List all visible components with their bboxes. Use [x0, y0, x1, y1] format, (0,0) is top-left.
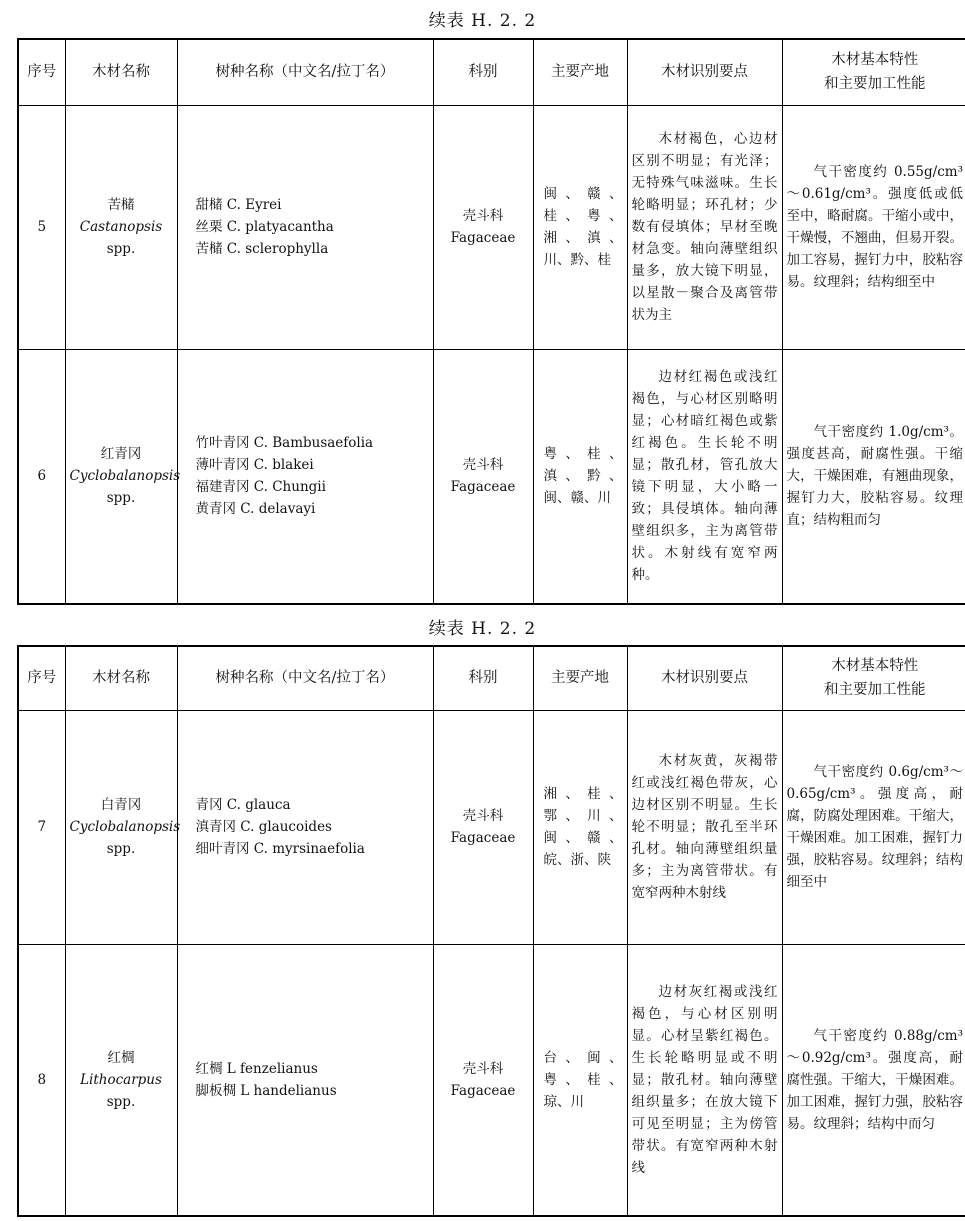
family-cell [433, 105, 533, 349]
wood-name-cn: 白青冈 [100, 797, 142, 813]
table-caption-1: 续表 H. 2. 2 [428, 11, 537, 31]
table-row [18, 944, 965, 1216]
header-species: 树种名称（中文名/拉丁名） [177, 39, 433, 105]
family-cn: 壳斗科 [462, 1060, 504, 1077]
table-row [18, 710, 965, 944]
species-cell [177, 105, 433, 349]
species-cell [177, 710, 433, 944]
wood-name-spp: spp. [106, 241, 136, 257]
header-origin: 主要产地 [533, 39, 627, 105]
wood-name-cell [65, 349, 181, 604]
species-item: 福建青冈 C. Chungii [195, 479, 326, 496]
header-features: 木材识别要点 [627, 39, 782, 105]
origin-cell: 台、闽、粤、桂、琼、川 [533, 944, 627, 1216]
header-wood-name: 木材名称 [65, 39, 177, 105]
wood-name-cn: 红椆 [107, 1049, 135, 1066]
properties-cell: 气干密度约 0.55g/cm³～0.61g/cm³。强度低或低至中，略耐腐。干缩小或中，干燥慢，不翘曲，但易开裂。加工容易，握钉力中，胶粘容易。纹理斜；结构细至中 [782, 105, 965, 349]
species-item: 脚板椆 L handelianus [195, 1082, 337, 1099]
header-family: 科别 [433, 39, 533, 105]
header-properties: 木材基本特性 和主要加工性能 [782, 39, 965, 105]
header-family: 科别 [433, 646, 533, 710]
wood-name-cell [65, 105, 177, 349]
origin-cell: 闽、赣、桂、粤、湘、滇、川、黔、桂 [533, 105, 627, 349]
properties-cell: 气干密度约 1.0g/cm³。强度甚高，耐腐性强。干缩大，干燥困难，有翘曲现象，握钉力大，胶粘容易。纹理直；结构粗而匀 [782, 349, 965, 604]
species-item: 竹叶青冈 C. Bambusaefolia [195, 435, 374, 452]
family-latin: Fagaceae [450, 230, 516, 246]
species-item: 青冈 C. glauca [195, 797, 291, 813]
origin-cell: 湘、桂、鄂、川、闽、赣、皖、浙、陕 [533, 710, 627, 944]
wood-name-latin: Cyclobalanopsis [69, 819, 181, 835]
row-number: 7 [18, 710, 65, 944]
family-latin: Fagaceae [450, 830, 516, 846]
family-cell [433, 710, 533, 944]
wood-name-latin: Castanopsis [79, 219, 163, 235]
family-cell [433, 944, 533, 1216]
species-item: 滇青冈 C. glaucoides [195, 819, 332, 835]
table-row [18, 105, 965, 349]
species-item: 细叶青冈 C. myrsinaefolia [195, 841, 365, 857]
header-properties: 木材基本特性 和主要加工性能 [782, 646, 965, 710]
species-item: 红椆 L fenzelianus [195, 1060, 318, 1077]
species-item: 黄青冈 C. delavayi [195, 501, 316, 518]
wood-name-cn: 红青冈 [100, 446, 142, 463]
wood-name-spp: spp. [106, 490, 136, 507]
family-cn: 壳斗科 [462, 457, 504, 474]
header-species: 树种名称（中文名/拉丁名） [177, 646, 433, 710]
wood-name-cell [65, 710, 181, 944]
features-cell: 边材红褐色或浅红褐色，与心材区别略明显；心材暗红褐色或紫红褐色。生长轮不明显；散孔材，管孔放大镜下明显，大小略一致；具侵填体。轴向薄壁组织多，主为离管带状。木射线有宽窄两种。 [627, 349, 782, 604]
wood-name-latin: Cyclobalanopsis [69, 468, 181, 485]
row-number: 5 [18, 105, 65, 349]
species-cell [177, 944, 433, 1216]
family-cell [433, 349, 533, 604]
species-item: 薄叶青冈 C. blakei [195, 457, 314, 474]
species-item: 甜槠 C. Eyrei [195, 197, 282, 213]
species-cell [177, 349, 433, 604]
family-latin: Fagaceae [450, 479, 516, 496]
features-cell: 边材灰红褐或浅红褐色，与心材区别明显。心材呈紫红褐色。生长轮略明显或不明显；散孔材。轴向薄壁组织量多；在放大镜下可见至明显；主为傍管带状。有宽窄两种木射线 [627, 944, 782, 1216]
row-number: 8 [18, 944, 65, 1216]
properties-cell: 气干密度约 0.88g/cm³～0.92g/cm³。强度高，耐腐性强。干缩大，干燥困难。加工困难，握钉力强，胶粘容易。纹理斜；结构中而匀 [782, 944, 965, 1216]
table-row [18, 349, 965, 604]
wood-name-spp: spp. [106, 841, 136, 857]
family-latin: Fagaceae [450, 1082, 516, 1099]
wood-name-spp: spp. [106, 1093, 136, 1110]
header-features: 木材识别要点 [627, 646, 782, 710]
wood-table-2 [17, 645, 965, 1217]
header-wood-name: 木材名称 [65, 646, 177, 710]
header-no: 序号 [18, 646, 65, 710]
species-item: 丝栗 C. platyacantha [195, 219, 334, 235]
header-row [18, 39, 965, 105]
features-cell: 木材褐色，心边材区别不明显；有光泽；无特殊气味滋味。生长轮略明显；环孔材；少数有侵填体；早材至晚材急变。轴向薄壁组织量多，放大镜下明显，以星散－聚合及离管带状为主 [627, 105, 782, 349]
family-cn: 壳斗科 [462, 208, 504, 224]
header-no: 序号 [18, 39, 65, 105]
wood-name-latin: Lithocarpus [80, 1071, 162, 1088]
table-caption-2: 续表 H. 2. 2 [428, 619, 537, 639]
header-origin: 主要产地 [533, 646, 627, 710]
species-item: 苦槠 C. sclerophylla [195, 241, 329, 257]
wood-name-cell [65, 944, 177, 1216]
row-number: 6 [18, 349, 65, 604]
origin-cell: 粤、桂、滇、黔、闽、赣、川 [533, 349, 627, 604]
header-row [18, 646, 965, 710]
wood-name-cn: 苦槠 [107, 197, 135, 213]
properties-cell: 气干密度约 0.6g/cm³～0.65g/cm³。强度高，耐腐，防腐处理困难。干缩大，干燥困难。加工困难，握钉力强，胶粘容易。纹理斜；结构细至中 [782, 710, 965, 944]
family-cn: 壳斗科 [462, 808, 504, 824]
wood-table-1 [17, 38, 965, 605]
features-cell: 木材灰黄，灰褐带红或浅红褐色带灰，心边材区别不明显。生长轮不明显；散孔至半环孔材。轴向薄壁组织量多；主为离管带状。有宽窄两种木射线 [627, 710, 782, 944]
